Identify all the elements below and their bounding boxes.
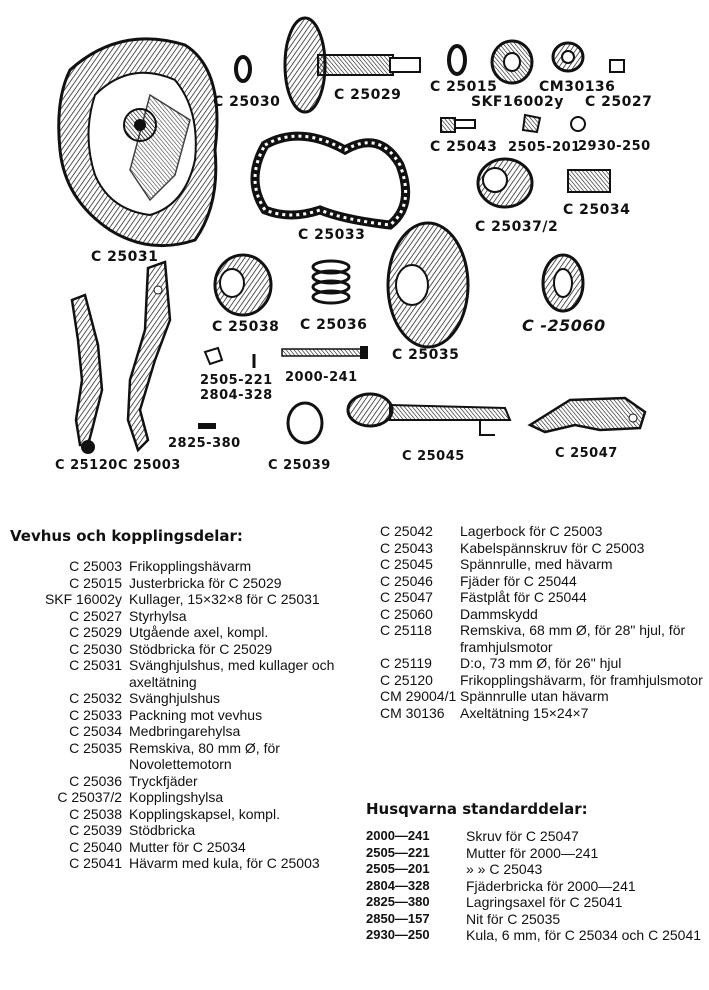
part-code: C 25036 bbox=[69, 772, 122, 789]
part-description: Styrhylsa bbox=[129, 607, 187, 624]
part-code: 2825—380 bbox=[366, 894, 430, 909]
dust-cover-drawing bbox=[543, 255, 583, 311]
label-2930-250: 2930-250 bbox=[578, 139, 651, 154]
part-code: C 25039 bbox=[69, 822, 122, 838]
part-description: Svänghjulshus, med kullager och axeltätning bbox=[129, 657, 335, 690]
part-code: C 25003 bbox=[69, 558, 122, 574]
parts-list-item bbox=[366, 606, 706, 623]
label-c25120: C 25120 bbox=[55, 458, 118, 473]
part-description: Svänghjulshus bbox=[129, 690, 221, 706]
part-description: Frikopplingshävarm, för framhjulsmotor bbox=[460, 671, 703, 688]
part-code: C 25045 bbox=[380, 556, 433, 572]
part-description: Utgående axel, kompl. bbox=[129, 624, 269, 640]
label-c25015: C 25015 bbox=[430, 79, 498, 95]
driver-sleeve-drawing bbox=[568, 170, 610, 192]
part-description: » » C 25043 bbox=[466, 861, 543, 877]
part-description: Medbringarehylsa bbox=[129, 723, 241, 739]
parts-list-item bbox=[366, 589, 706, 606]
part-code: C 25034 bbox=[69, 723, 122, 739]
flywheel-housing-drawing bbox=[59, 39, 217, 246]
parts-list-item bbox=[12, 608, 362, 625]
part-description: Lagringsaxel för C 25041 bbox=[466, 894, 623, 910]
ball-bearing-drawing bbox=[492, 41, 532, 83]
part-code: C 25043 bbox=[380, 539, 433, 556]
label-2825-380: 2825-380 bbox=[168, 436, 241, 451]
part-code: CM 30136 bbox=[380, 704, 445, 721]
label-2000-241: 2000-241 bbox=[285, 370, 358, 385]
parts-list-item bbox=[366, 845, 706, 862]
pulley-drawing bbox=[388, 223, 468, 347]
label-cm30136: CM30136 bbox=[539, 79, 616, 95]
part-code: C 25119 bbox=[380, 655, 432, 671]
parts-list-item bbox=[12, 773, 362, 790]
part-description: Kula, 6 mm, för C 25034 och C 25041 bbox=[466, 927, 702, 943]
parts-list-item bbox=[366, 927, 706, 944]
label-2505-201: 2505-201 bbox=[508, 140, 581, 155]
axle-2825-380-drawing bbox=[198, 423, 216, 429]
parts-list-item bbox=[366, 878, 706, 895]
left-parts-list bbox=[12, 558, 362, 872]
part-description: Tryckfjäder bbox=[129, 772, 198, 789]
guide-sleeve-drawing bbox=[610, 60, 624, 72]
part-code: C 25118 bbox=[380, 622, 432, 638]
label-c25035: C 25035 bbox=[392, 347, 460, 363]
label-c25034: C 25034 bbox=[563, 202, 631, 218]
part-code: C 25037/2 bbox=[57, 789, 122, 805]
part-description: Kopplingshylsa bbox=[129, 789, 224, 805]
part-description: D:o, 73 mm Ø, för 26" hjul bbox=[460, 655, 622, 671]
parts-list-item bbox=[366, 861, 706, 878]
parts-list-item bbox=[12, 740, 362, 773]
parts-list-item bbox=[12, 839, 362, 856]
label-c25029: C 25029 bbox=[334, 87, 402, 103]
label-c25027: C 25027 bbox=[585, 94, 653, 110]
label-2505-221: 2505-221 bbox=[200, 373, 273, 388]
part-code: 2850—157 bbox=[366, 910, 430, 926]
parts-list-item bbox=[366, 828, 706, 845]
part-description: Frikopplingshävarm bbox=[129, 558, 252, 574]
cable-screw-shaft-drawing bbox=[455, 120, 475, 128]
label-c25045: C 25045 bbox=[402, 449, 465, 464]
part-code: C 25038 bbox=[69, 805, 122, 822]
part-code: CM 29004/1 bbox=[380, 688, 457, 704]
parts-list-item bbox=[366, 655, 706, 672]
part-description: Lagerbock för C 25003 bbox=[460, 523, 603, 539]
part-code: 2000—241 bbox=[366, 828, 430, 843]
pressure-spring-drawing bbox=[313, 261, 349, 303]
parts-list-item bbox=[12, 723, 362, 740]
right-parts-list bbox=[366, 523, 706, 721]
parts-list-item bbox=[12, 591, 362, 608]
part-code: C 25030 bbox=[69, 640, 122, 657]
parts-list-item bbox=[12, 806, 362, 823]
parts-list-item bbox=[12, 707, 362, 724]
parts-list-item bbox=[12, 641, 362, 658]
part-description: Kopplingskapsel, kompl. bbox=[129, 805, 280, 822]
part-description: Kullager, 15×32×8 för C 25031 bbox=[129, 591, 320, 607]
part-description: Fjäderbricka för 2000—241 bbox=[466, 877, 636, 894]
part-description: Axeltätning 15×24×7 bbox=[460, 704, 589, 721]
parts-list-item bbox=[366, 556, 706, 573]
parts-list-item bbox=[12, 558, 362, 575]
support-washer-drawing bbox=[288, 403, 322, 443]
part-code: 2930—250 bbox=[366, 927, 430, 942]
parts-list-item bbox=[366, 523, 706, 540]
label-c25060: C -25060 bbox=[522, 316, 606, 335]
label-c25038: C 25038 bbox=[212, 319, 280, 335]
part-description: Remskiva, 68 mm Ø, för 28" hjul, för framhjulsmotor bbox=[460, 622, 686, 655]
parts-list-item bbox=[366, 705, 706, 722]
gasket-drawing bbox=[255, 136, 406, 225]
nut-2505-221-drawing bbox=[205, 348, 222, 364]
parts-list-item bbox=[366, 573, 706, 590]
standard-section-heading: Husqvarna standarddelar: bbox=[366, 800, 588, 818]
screw-2000-241-drawing bbox=[282, 346, 368, 359]
part-description: Dammskydd bbox=[460, 605, 538, 622]
part-description: Spännrulle utan hävarm bbox=[460, 688, 609, 704]
part-description: Justerbricka för C 25029 bbox=[129, 574, 282, 591]
label-c25047: C 25047 bbox=[555, 446, 618, 461]
part-code: 2505—201 bbox=[366, 861, 430, 876]
part-code: 2505—221 bbox=[366, 844, 430, 860]
part-description: Fästplåt för C 25044 bbox=[460, 589, 587, 605]
parts-list-item bbox=[366, 911, 706, 928]
tension-pulley-drawing bbox=[348, 394, 510, 435]
part-description: Nit för C 25035 bbox=[466, 910, 561, 927]
part-description: Hävarm med kula, för C 25003 bbox=[129, 855, 320, 871]
left-section-heading: Vevhus och kopplingsdelar: bbox=[10, 527, 243, 545]
parts-list-item bbox=[12, 690, 362, 707]
part-code: C 25033 bbox=[69, 706, 122, 723]
parts-list-item bbox=[366, 622, 706, 655]
parts-list-item bbox=[366, 540, 706, 557]
part-code: C 25120 bbox=[380, 671, 433, 688]
ball-2930-250-drawing bbox=[571, 117, 585, 131]
part-code: C 25032 bbox=[69, 690, 122, 706]
parts-list-item bbox=[12, 789, 362, 806]
label-2804-328: 2804-328 bbox=[200, 388, 273, 403]
parts-list-item bbox=[12, 624, 362, 641]
release-lever-c25120-drawing bbox=[72, 295, 102, 454]
parts-list-item bbox=[12, 855, 362, 872]
label-c25003: C 25003 bbox=[118, 458, 181, 473]
part-description: Stödbricka bbox=[129, 822, 196, 838]
part-code: C 25041 bbox=[69, 855, 122, 871]
part-code: 2804—328 bbox=[366, 877, 430, 893]
label-c25030: C 25030 bbox=[213, 94, 281, 110]
parts-list-item bbox=[12, 657, 362, 690]
part-description: Mutter för 2000—241 bbox=[466, 844, 599, 861]
shim-c25015-drawing bbox=[449, 46, 465, 74]
part-description: Spännrulle, med hävarm bbox=[460, 556, 613, 572]
clutch-sleeve-drawing bbox=[478, 159, 532, 207]
part-code: C 25035 bbox=[69, 739, 122, 756]
part-code: C 25029 bbox=[69, 624, 122, 640]
part-code: C 25046 bbox=[380, 572, 433, 589]
part-description: Remskiva, 80 mm Ø, för Novolettemotorn bbox=[129, 739, 280, 772]
mounting-plate-drawing bbox=[530, 398, 645, 432]
part-description: Mutter för C 25034 bbox=[129, 838, 246, 855]
label-c25037-2: C 25037/2 bbox=[475, 219, 559, 235]
clutch-capsule-drawing bbox=[215, 255, 271, 315]
part-description: Stödbricka för C 25029 bbox=[129, 640, 273, 657]
label-skf16002y: SKF16002y bbox=[471, 94, 564, 110]
part-code: C 25015 bbox=[69, 574, 122, 591]
part-description: Packning mot vevhus bbox=[129, 706, 263, 723]
standard-parts-list bbox=[366, 828, 706, 944]
parts-list-item bbox=[12, 575, 362, 592]
part-code: C 25042 bbox=[380, 523, 433, 539]
parts-list-item bbox=[366, 688, 706, 705]
part-code: C 25040 bbox=[69, 838, 122, 855]
label-c25043: C 25043 bbox=[430, 139, 498, 155]
label-c25033: C 25033 bbox=[298, 227, 366, 243]
part-code: C 25027 bbox=[69, 607, 122, 624]
label-c25031: C 25031 bbox=[91, 249, 159, 265]
label-c25039: C 25039 bbox=[268, 458, 331, 473]
parts-list-item bbox=[366, 894, 706, 911]
part-code: SKF 16002y bbox=[44, 591, 122, 607]
parts-list-item bbox=[366, 672, 706, 689]
part-description: Kabelspännskruv för C 25003 bbox=[460, 539, 645, 556]
cable-screw-drawing bbox=[441, 118, 455, 132]
nut-2505-201-drawing bbox=[523, 115, 540, 132]
release-lever-c25003-drawing bbox=[128, 262, 170, 450]
part-description: Skruv för C 25047 bbox=[466, 828, 579, 844]
parts-list-item bbox=[12, 822, 362, 839]
label-c25036: C 25036 bbox=[300, 317, 368, 333]
part-code: C 25031 bbox=[69, 657, 122, 673]
part-description: Fjäder för C 25044 bbox=[460, 572, 577, 589]
part-code: C 25047 bbox=[380, 589, 433, 605]
shaft-seal-drawing bbox=[553, 43, 583, 71]
washer-c25030-drawing bbox=[236, 57, 250, 81]
part-code: C 25060 bbox=[380, 605, 433, 622]
